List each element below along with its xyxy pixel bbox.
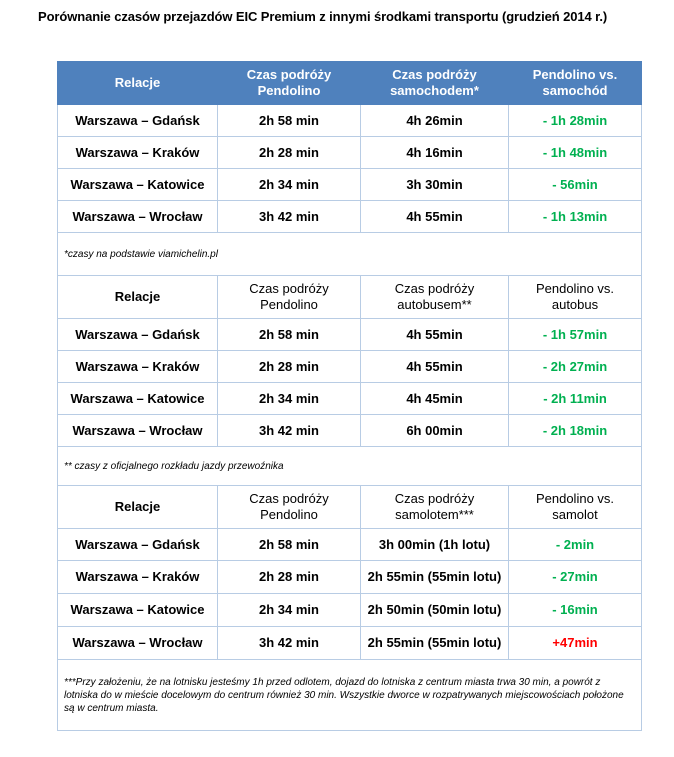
pendolino-time-cell: 2h 34 min xyxy=(218,383,361,415)
other-time-cell: 4h 55min xyxy=(361,351,509,383)
table-row xyxy=(58,137,642,169)
table-row xyxy=(58,169,642,201)
table-row xyxy=(58,594,642,627)
header-pendolino-vs-bus: Pendolino vs. autobus xyxy=(509,276,642,319)
pendolino-time-cell: 2h 58 min xyxy=(218,529,361,561)
header-relations: Relacje xyxy=(58,486,218,529)
other-time-cell: 4h 45min xyxy=(361,383,509,415)
route-cell: Warszawa – Wrocław xyxy=(58,627,218,660)
route-cell: Warszawa – Katowice xyxy=(58,594,218,627)
route-cell: Warszawa – Kraków xyxy=(58,351,218,383)
difference-cell: - 1h 13min xyxy=(509,201,642,233)
difference-cell: - 27min xyxy=(509,561,642,594)
header-relations: Relacje xyxy=(58,276,218,319)
route-cell: Warszawa – Katowice xyxy=(58,383,218,415)
footnote-row xyxy=(58,447,642,486)
other-time-cell: 4h 26min xyxy=(361,105,509,137)
difference-cell: - 16min xyxy=(509,594,642,627)
header-plane-time: Czas podróży samolotem*** xyxy=(361,486,509,529)
route-cell: Warszawa – Kraków xyxy=(58,561,218,594)
header-bus-time: Czas podróży autobusem** xyxy=(361,276,509,319)
difference-cell: - 1h 48min xyxy=(509,137,642,169)
footnote-car: *czasy na podstawie viamichelin.pl xyxy=(58,233,642,276)
pendolino-time-cell: 2h 34 min xyxy=(218,169,361,201)
route-cell: Warszawa – Kraków xyxy=(58,137,218,169)
difference-cell: - 56min xyxy=(509,169,642,201)
table-header-plane xyxy=(58,486,642,529)
difference-cell: - 2min xyxy=(509,529,642,561)
pendolino-time-cell: 3h 42 min xyxy=(218,201,361,233)
table-header-bus xyxy=(58,276,642,319)
header-pendolino-time: Czas podróży Pendolino xyxy=(218,276,361,319)
table-row xyxy=(58,415,642,447)
other-time-cell: 2h 55min (55min lotu) xyxy=(361,627,509,660)
route-cell: Warszawa – Katowice xyxy=(58,169,218,201)
header-pendolino-time: Czas podróży Pendolino xyxy=(218,486,361,529)
route-cell: Warszawa – Gdańsk xyxy=(58,529,218,561)
header-pendolino-time: Czas podróży Pendolino xyxy=(218,62,361,105)
comparison-table xyxy=(57,61,642,731)
pendolino-time-cell: 3h 42 min xyxy=(218,415,361,447)
other-time-cell: 3h 30min xyxy=(361,169,509,201)
route-cell: Warszawa – Wrocław xyxy=(58,415,218,447)
difference-cell: - 1h 28min xyxy=(509,105,642,137)
table-row xyxy=(58,105,642,137)
other-time-cell: 2h 50min (50min lotu) xyxy=(361,594,509,627)
pendolino-time-cell: 2h 28 min xyxy=(218,561,361,594)
table-row xyxy=(58,351,642,383)
header-pendolino-vs-plane: Pendolino vs. samolot xyxy=(509,486,642,529)
pendolino-time-cell: 2h 28 min xyxy=(218,137,361,169)
table-row xyxy=(58,319,642,351)
footnote-row xyxy=(58,660,642,731)
difference-cell: +47min xyxy=(509,627,642,660)
pendolino-time-cell: 2h 34 min xyxy=(218,594,361,627)
route-cell: Warszawa – Gdańsk xyxy=(58,105,218,137)
pendolino-time-cell: 2h 58 min xyxy=(218,105,361,137)
table-header-car xyxy=(58,62,642,105)
other-time-cell: 4h 55min xyxy=(361,319,509,351)
difference-cell: - 2h 27min xyxy=(509,351,642,383)
footnote-plane: ***Przy założeniu, że na lotnisku jesteśmy 1h przed odlotem, dojazd do lotniska z centrum miasta trwa 30 min, a powrót z lotniska do w mieście docelowym do centrum również 30 min. Wszystkie dworce w rozpatrywanych miejscowościach położone są w centrum miasta. xyxy=(58,660,642,731)
table-row xyxy=(58,383,642,415)
other-time-cell: 6h 00min xyxy=(361,415,509,447)
difference-cell: - 2h 18min xyxy=(509,415,642,447)
other-time-cell: 3h 00min (1h lotu) xyxy=(361,529,509,561)
header-car-time: Czas podróży samochodem* xyxy=(361,62,509,105)
difference-cell: - 2h 11min xyxy=(509,383,642,415)
pendolino-time-cell: 3h 42 min xyxy=(218,627,361,660)
pendolino-time-cell: 2h 28 min xyxy=(218,351,361,383)
route-cell: Warszawa – Gdańsk xyxy=(58,319,218,351)
table-row xyxy=(58,561,642,594)
table-row xyxy=(58,201,642,233)
other-time-cell: 4h 55min xyxy=(361,201,509,233)
route-cell: Warszawa – Wrocław xyxy=(58,201,218,233)
header-relations: Relacje xyxy=(58,62,218,105)
table-row xyxy=(58,627,642,660)
footnote-row xyxy=(58,233,642,276)
pendolino-time-cell: 2h 58 min xyxy=(218,319,361,351)
difference-cell: - 1h 57min xyxy=(509,319,642,351)
document-title: Porównanie czasów przejazdów EIC Premium z innymi środkami transportu (grudzień 2014 r.) xyxy=(38,9,608,24)
footnote-bus: ** czasy z oficjalnego rozkładu jazdy przewoźnika xyxy=(58,447,642,486)
other-time-cell: 4h 16min xyxy=(361,137,509,169)
header-pendolino-vs-car: Pendolino vs. samochód xyxy=(509,62,642,105)
other-time-cell: 2h 55min (55min lotu) xyxy=(361,561,509,594)
table-row xyxy=(58,529,642,561)
